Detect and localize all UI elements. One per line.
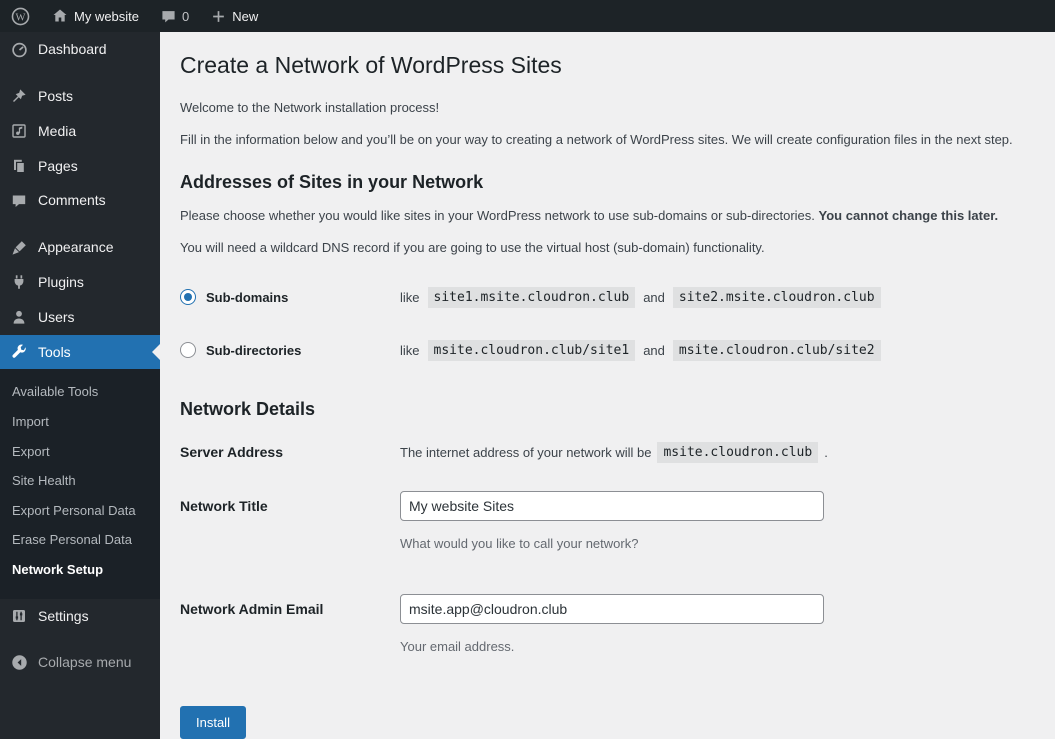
network-details-table <box>180 428 1035 684</box>
address-type-table <box>180 271 1035 377</box>
sidebar-item-appearance[interactable] <box>0 230 160 265</box>
tools-submenu <box>0 369 160 598</box>
intro-paragraph-1: Welcome to the Network installation process! <box>180 99 440 115</box>
collapse-menu-button[interactable] <box>0 645 160 680</box>
comment-bubble-icon <box>161 9 176 24</box>
sidebar-item-label: Comments <box>38 192 106 209</box>
subdomains-label: Sub-domains <box>206 289 289 305</box>
media-icon <box>9 123 29 139</box>
like-word: like <box>400 289 420 305</box>
submenu-item-erase-personal-data[interactable]: Erase Personal Data <box>12 532 132 548</box>
network-title-input[interactable] <box>400 491 824 521</box>
site-name-label: My website <box>74 8 140 24</box>
sidebar-item-users[interactable] <box>0 300 160 335</box>
sidebar-item-label: Posts <box>38 88 74 104</box>
subdomain-example-1: site1.msite.cloudron.club <box>428 287 636 308</box>
and-word: and <box>643 342 665 358</box>
sliders-icon <box>9 608 29 624</box>
comments-count: 0 <box>182 8 190 24</box>
comment-icon <box>9 193 29 209</box>
subdirectories-radio[interactable] <box>180 342 196 358</box>
subdomains-option[interactable] <box>180 289 400 305</box>
wordpress-logo-icon <box>11 7 30 26</box>
server-address-period: . <box>824 444 828 460</box>
submenu-item-available-tools[interactable]: Available Tools <box>12 384 99 400</box>
dashboard-icon <box>9 41 29 58</box>
wrench-icon <box>9 344 29 360</box>
network-setup-page <box>160 32 1055 739</box>
menu-separator <box>0 67 160 79</box>
admin-email-description: Your email address. <box>400 639 515 655</box>
subdomain-example-2: site2.msite.cloudron.club <box>673 287 881 308</box>
admin-email-label: Network Admin Email <box>180 601 324 618</box>
network-title-description: What would you like to call your network? <box>400 535 639 551</box>
page-title: Create a Network of WordPress Sites <box>180 52 562 78</box>
sidebar-item-posts[interactable] <box>0 79 160 114</box>
subdomains-examples <box>400 287 1035 308</box>
brush-icon <box>9 240 29 256</box>
svg-text:W: W <box>15 11 26 23</box>
subdirectories-row <box>180 324 1035 377</box>
server-address-value <box>400 442 1035 463</box>
menu-separator <box>0 218 160 230</box>
subdomains-radio[interactable] <box>180 289 196 305</box>
subdirectory-example-2: msite.cloudron.club/site2 <box>673 340 881 361</box>
subdirectory-example-1: msite.cloudron.club/site1 <box>428 340 636 361</box>
choose-text: Please choose whether you would like sites in your WordPress network to use sub-domains or sub-directories. <box>180 207 815 223</box>
admin-bar-new[interactable] <box>200 0 269 32</box>
admin-bar <box>0 0 1055 32</box>
admin-email-input[interactable] <box>400 594 824 624</box>
sidebar-item-label: Users <box>38 308 75 325</box>
subdomains-row <box>180 271 1035 324</box>
admin-bar-site-name[interactable] <box>41 0 150 32</box>
sidebar-item-media[interactable] <box>0 114 160 149</box>
submenu-item-import[interactable]: Import <box>12 413 49 429</box>
like-word: like <box>400 342 420 358</box>
pages-icon <box>9 158 29 174</box>
server-address-label: Server Address <box>180 444 283 461</box>
network-details-heading: Network Details <box>180 398 316 419</box>
subdirectories-option[interactable] <box>180 342 400 358</box>
subdirectories-examples <box>400 340 1035 361</box>
sidebar-item-tools[interactable] <box>0 335 160 370</box>
admin-sidebar <box>0 32 160 739</box>
sidebar-item-label: Media <box>38 122 77 139</box>
submenu-item-network-setup[interactable]: Network Setup <box>12 561 104 577</box>
sidebar-item-label: Appearance <box>38 239 114 256</box>
submenu-item-export[interactable]: Export <box>12 443 50 459</box>
submenu-item-export-personal-data[interactable]: Export Personal Data <box>12 502 136 518</box>
sidebar-item-label: Pages <box>38 157 78 174</box>
sidebar-item-label: Dashboard <box>38 41 107 58</box>
plus-icon <box>211 9 226 24</box>
network-title-label: Network Title <box>180 497 268 514</box>
sidebar-item-dashboard[interactable] <box>0 32 160 67</box>
install-button[interactable]: Install <box>180 706 246 739</box>
server-address-row <box>180 428 1035 477</box>
sidebar-item-label: Settings <box>38 607 89 624</box>
network-title-row <box>180 477 1035 581</box>
server-address-text: The internet address of your network will be <box>400 444 652 460</box>
server-address-code: msite.cloudron.club <box>657 442 818 463</box>
user-icon <box>9 309 29 325</box>
sidebar-item-plugins[interactable] <box>0 265 160 300</box>
intro-paragraph-2: Fill in the information below and you’ll be on your way to creating a network of WordPress sites. We will create configuration files in the next step. <box>180 132 1013 148</box>
sidebar-item-label: Tools <box>38 343 71 360</box>
and-word: and <box>643 289 665 305</box>
sidebar-item-label: Plugins <box>38 273 84 290</box>
admin-bar-comments[interactable] <box>150 0 200 32</box>
wordpress-logo-menu[interactable] <box>0 0 41 32</box>
addresses-heading: Addresses of Sites in your Network <box>180 171 484 192</box>
sidebar-item-settings[interactable] <box>0 599 160 634</box>
pushpin-icon <box>9 88 29 104</box>
cannot-change-warning: You cannot change this later. <box>818 207 999 223</box>
home-icon <box>52 8 68 24</box>
submenu-item-site-health[interactable]: Site Health <box>12 473 76 489</box>
plug-icon <box>9 274 29 290</box>
admin-email-row <box>180 580 1035 684</box>
subdirectories-label: Sub-directories <box>206 342 302 358</box>
collapse-menu-label: Collapse menu <box>38 654 132 671</box>
sidebar-item-pages[interactable] <box>0 149 160 184</box>
collapse-arrow-icon <box>9 654 29 671</box>
choose-paragraph <box>180 206 1035 226</box>
sidebar-item-comments[interactable] <box>0 183 160 218</box>
dns-paragraph: You will need a wildcard DNS record if you are going to use the virtual host (sub-domain) functionality. <box>180 240 765 256</box>
new-label: New <box>232 8 259 24</box>
